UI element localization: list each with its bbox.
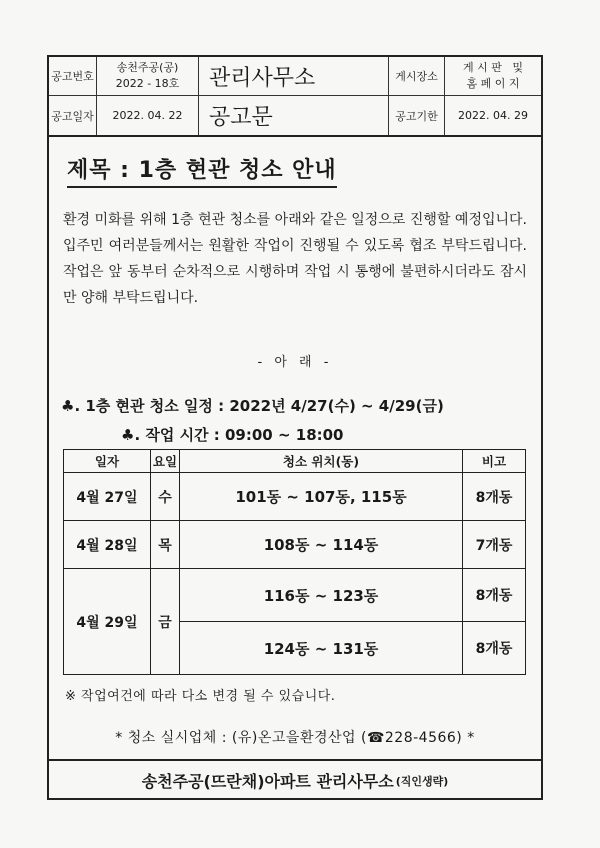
footer-seal-note: (직인생략)	[395, 774, 449, 788]
notice-date-label: 공고일자	[49, 96, 97, 135]
schedule-table	[63, 449, 526, 675]
row-day: 금	[151, 569, 180, 675]
notice-deadline-label: 공고기한	[389, 96, 445, 135]
office-title: 관리사무소	[199, 57, 389, 96]
notice-date-value: 2022. 04. 22	[97, 96, 199, 135]
notice-document	[47, 55, 543, 800]
row-note: 8개동	[463, 622, 526, 675]
table-row	[64, 521, 526, 569]
row-note: 8개동	[463, 569, 526, 622]
notice-header-table	[49, 57, 541, 137]
header-day: 요일	[151, 450, 180, 473]
header-note: 비고	[463, 450, 526, 473]
posting-place-line1: 게 시 판 및	[463, 61, 523, 74]
row-date: 4월 29일	[64, 569, 151, 675]
notice-body-text: 환경 미화를 위해 1층 현관 청소를 아래와 같은 일정으로 진행할 예정입니다. 입주민 여러분들께서는 원활한 작업이 진행될 수 있도록 협조 부탁드립니다. 작업은 앞 동부터 순차적으로 시행하며 작업 시 통행에 불편하시더라도 잠시만 양해 부탁드립니다.	[63, 212, 527, 306]
notice-deadline-value: 2022. 04. 29	[458, 109, 528, 122]
posting-place-line2: 홈 페 이 지	[466, 77, 520, 90]
are-heading: - 아 래 -	[257, 355, 333, 370]
schedule-line: ♣. 1층 현관 청소 일정 : 2022년 4/27(수) ~ 4/29(금)	[61, 397, 444, 415]
row-date: 4월 28일	[64, 521, 151, 569]
vendor-line: * 청소 실시업체 : (유)온고을환경산업 (☎228-4566) *	[115, 730, 475, 746]
footer-office-name: 송천주공(뜨란채)아파트 관리사무소	[141, 772, 394, 791]
table-header-row	[64, 450, 526, 473]
table-row	[64, 569, 526, 622]
notice-number-value	[97, 57, 199, 96]
posting-place-label: 게시장소	[389, 57, 445, 96]
footer-signature	[49, 759, 541, 800]
table-row	[64, 473, 526, 521]
row-location: 101동 ~ 107동, 115동	[180, 473, 463, 521]
header-location: 청소 위치(동)	[180, 450, 463, 473]
row-date: 4월 27일	[64, 473, 151, 521]
row-location: 124동 ~ 131동	[180, 622, 463, 675]
row-location: 116동 ~ 123동	[180, 569, 463, 622]
row-day: 목	[151, 521, 180, 569]
row-note: 7개동	[463, 521, 526, 569]
notice-number-line1: 송천주공(공)	[116, 61, 179, 74]
notice-number-label: 공고번호	[49, 57, 97, 96]
work-time-line: ♣. 작업 시간 : 09:00 ~ 18:00	[121, 426, 344, 444]
posting-place-value	[445, 57, 541, 96]
row-day: 수	[151, 473, 180, 521]
header-date: 일자	[64, 450, 151, 473]
row-location: 108동 ~ 114동	[180, 521, 463, 569]
notice-subject: 제목 : 1층 현관 청소 안내	[67, 153, 337, 188]
row-note: 8개동	[463, 473, 526, 521]
change-notice: ※ 작업여건에 따라 다소 변경 될 수 있습니다.	[65, 689, 336, 704]
notice-doc-title: 공고문	[199, 96, 389, 135]
notice-number-line2: 2022 - 18호	[115, 77, 180, 90]
